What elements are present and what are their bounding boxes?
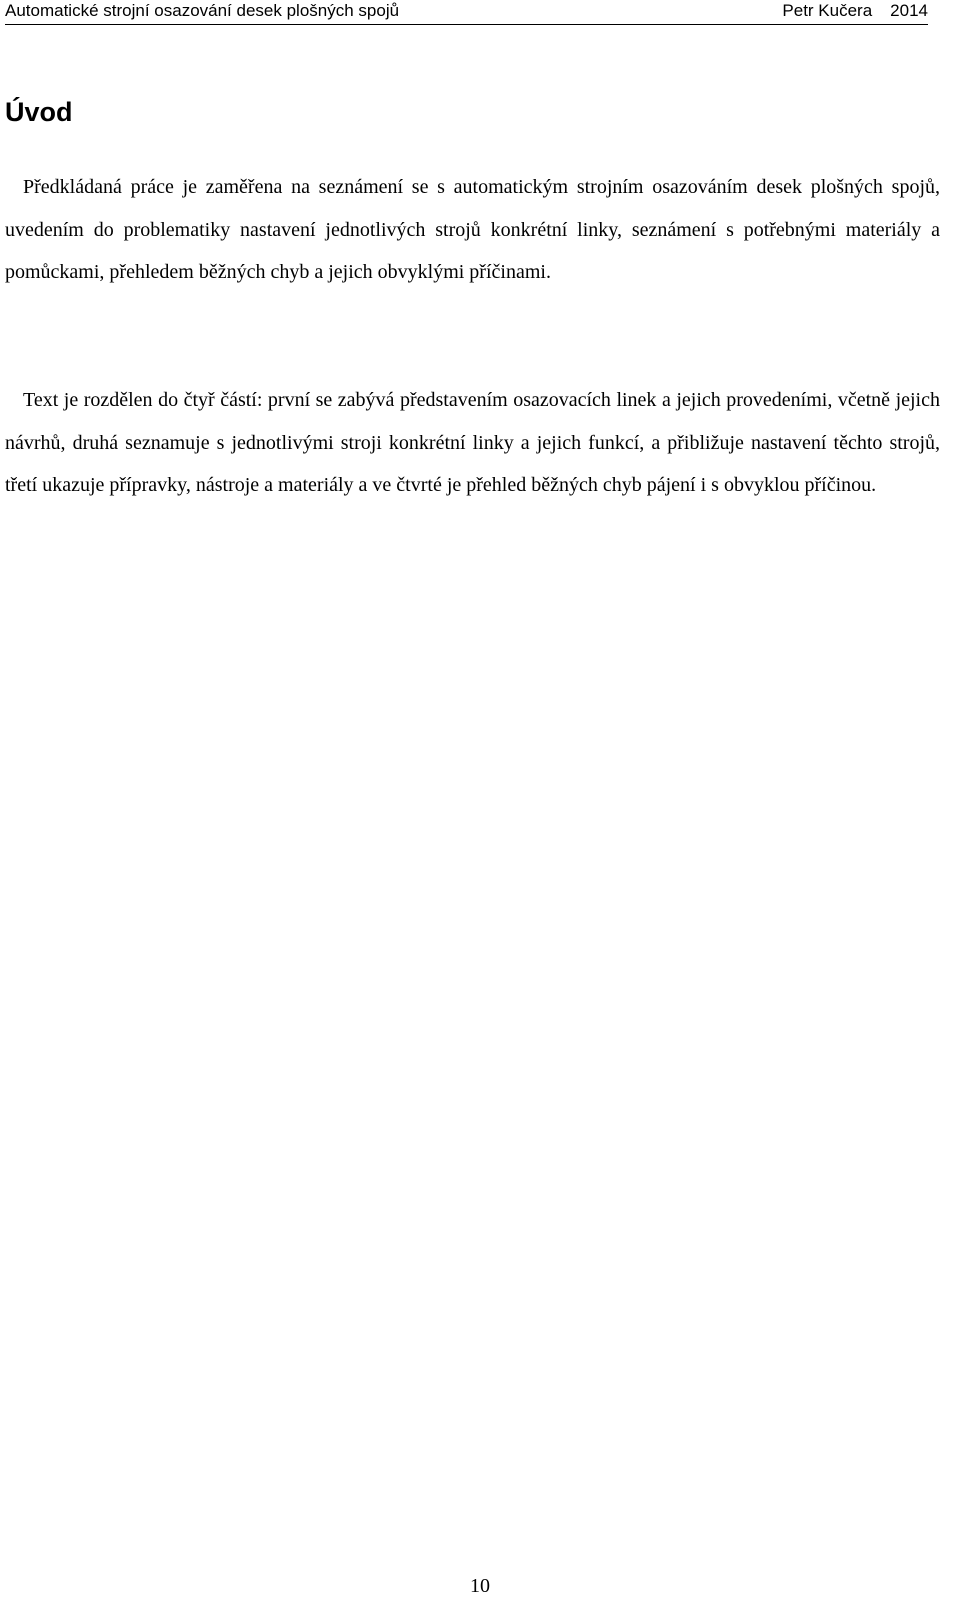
header-author: Petr Kučera xyxy=(782,1,873,20)
section-title: Úvod xyxy=(5,97,73,127)
header-document-title: Automatické strojní osazování desek plošných spojů xyxy=(5,1,400,20)
header-year: 2014 xyxy=(890,1,928,20)
page-number: 10 xyxy=(470,1575,490,1597)
header-meta xyxy=(782,0,928,22)
intro-paragraph-2: Text je rozdělen do čtyř částí: první se zabývá představením osazovacích linek a jejich provedeními, včetně jejich návrhů, druhá seznamuje s jednotlivými stroji konkrétní linky a jejich funkcí, a přibližuje nastavení těchto strojů, třetí ukazuje přípravky, nástroje a materiály a ve čtvrté je přehled běžných chyb pájení i s obvyklou příčinou. xyxy=(5,389,940,496)
intro-paragraph-1: Předkládaná práce je zaměřena na seznámení se s automatickým strojním osazováním desek plošných spojů, uvedením do problematiky nastavení jednotlivých strojů konkrétní linky, seznámení s potřebnými materiály a pomůckami, přehledem běžných chyb a jejich obvyklými příčinami. xyxy=(5,176,940,283)
page-header xyxy=(5,0,928,25)
